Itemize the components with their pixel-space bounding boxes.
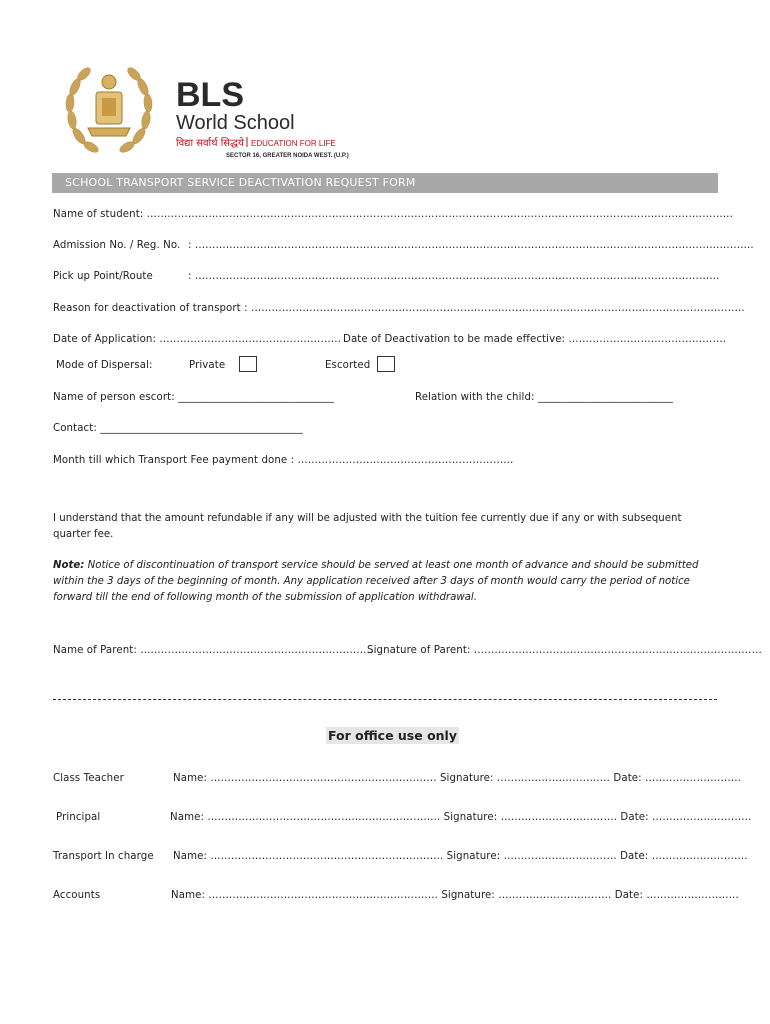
crest-icon: [88, 75, 130, 136]
brand-name: BLS: [176, 76, 244, 114]
brand-subname: World School: [176, 112, 295, 134]
student-name-field[interactable]: Name of student: ………………………………………………………………………………………………………………………………………………………: [53, 209, 734, 220]
dispersal-label: Mode of Dispersal:: [56, 360, 153, 371]
office-fields-transport[interactable]: Name: ………………………………………………………….. Signature: …………………………… Date: ……………………….: [173, 851, 748, 862]
parent-name-field[interactable]: Name of Parent: ……………………………………………………………: [53, 645, 377, 656]
office-role-principal: Principal: [56, 812, 101, 823]
escort-name-field[interactable]: Name of person escort: ______________________________: [53, 392, 334, 403]
form-title: SCHOOL TRANSPORT SERVICE DEACTIVATION REQUEST FORM: [65, 176, 416, 189]
understand-text: I understand that the amount refundable if any will be adjusted with the tuition fee currently due if any or with subsequent quarter fee.: [53, 513, 682, 540]
note-paragraph: [53, 558, 713, 606]
school-logo: [58, 58, 358, 162]
office-role-accounts: Accounts: [53, 890, 101, 901]
date-deactivation-field[interactable]: Date of Deactivation to be made effective: ……………………………………….: [343, 334, 727, 345]
pickup-label: Pick up Point/Route: [53, 271, 153, 282]
parent-signature-field[interactable]: Signature of Parent: …………………………………………………………………………: [367, 645, 762, 656]
hindi-motto: विद्या सर्वार्थ सिद्धये: [176, 138, 244, 149]
cut-divider: [53, 699, 717, 700]
office-role-class-teacher: Class Teacher: [53, 773, 124, 784]
office-fields-accounts[interactable]: Name: …………………………………………………………. Signature: …………………………… Date: ………………………: [171, 890, 739, 901]
form-title-band: [52, 173, 718, 193]
private-label: Private: [189, 360, 226, 371]
office-role-transport: Transport In charge: [53, 851, 154, 862]
relation-field[interactable]: Relation with the child: __________________________: [415, 392, 673, 403]
date-application-field[interactable]: Date of Application: ……………………………………………..: [53, 334, 341, 345]
admission-field[interactable]: : ……………………………………………………………………………………………………………………………………………….: [188, 240, 754, 251]
admission-label: Admission No. / Reg. No.: [53, 240, 181, 251]
office-fields-principal[interactable]: Name: ………………………………………………………….. Signature: ……………………………. Date: ………………………..: [170, 812, 752, 823]
office-fields-class-teacher[interactable]: Name: ………………………………………………………… Signature: …………………………… Date: ……………………….: [173, 773, 741, 784]
reason-field[interactable]: Reason for deactivation of transport : ………………………………………………………………………………………………………………………………: [53, 303, 745, 314]
office-use-heading: For office use only: [328, 728, 457, 743]
note-text: Notice of discontinuation of transport service should be served at least one month of advance and should be submitted within the 3 days of the beginning of month. Any application received after 3 days of month would carry the period of notice forward till the end of following month of the submission of application withdrawal.: [53, 560, 699, 603]
note-label: Note:: [53, 560, 85, 571]
escorted-label: Escorted: [325, 360, 371, 371]
pickup-field[interactable]: : ………………………………………………………………………………………………………………………………………: [188, 271, 720, 282]
contact-field[interactable]: Contact: _______________________________________: [53, 423, 303, 434]
escorted-checkbox[interactable]: [377, 356, 395, 372]
english-motto: EDUCATION FOR LIFE: [251, 139, 336, 148]
school-address: SECTOR 16, GREATER NOIDA WEST. (U.P.): [226, 153, 349, 159]
private-checkbox[interactable]: [239, 356, 257, 372]
month-fee-field[interactable]: Month till which Transport Fee payment done : ………………………………………………………: [53, 455, 514, 466]
